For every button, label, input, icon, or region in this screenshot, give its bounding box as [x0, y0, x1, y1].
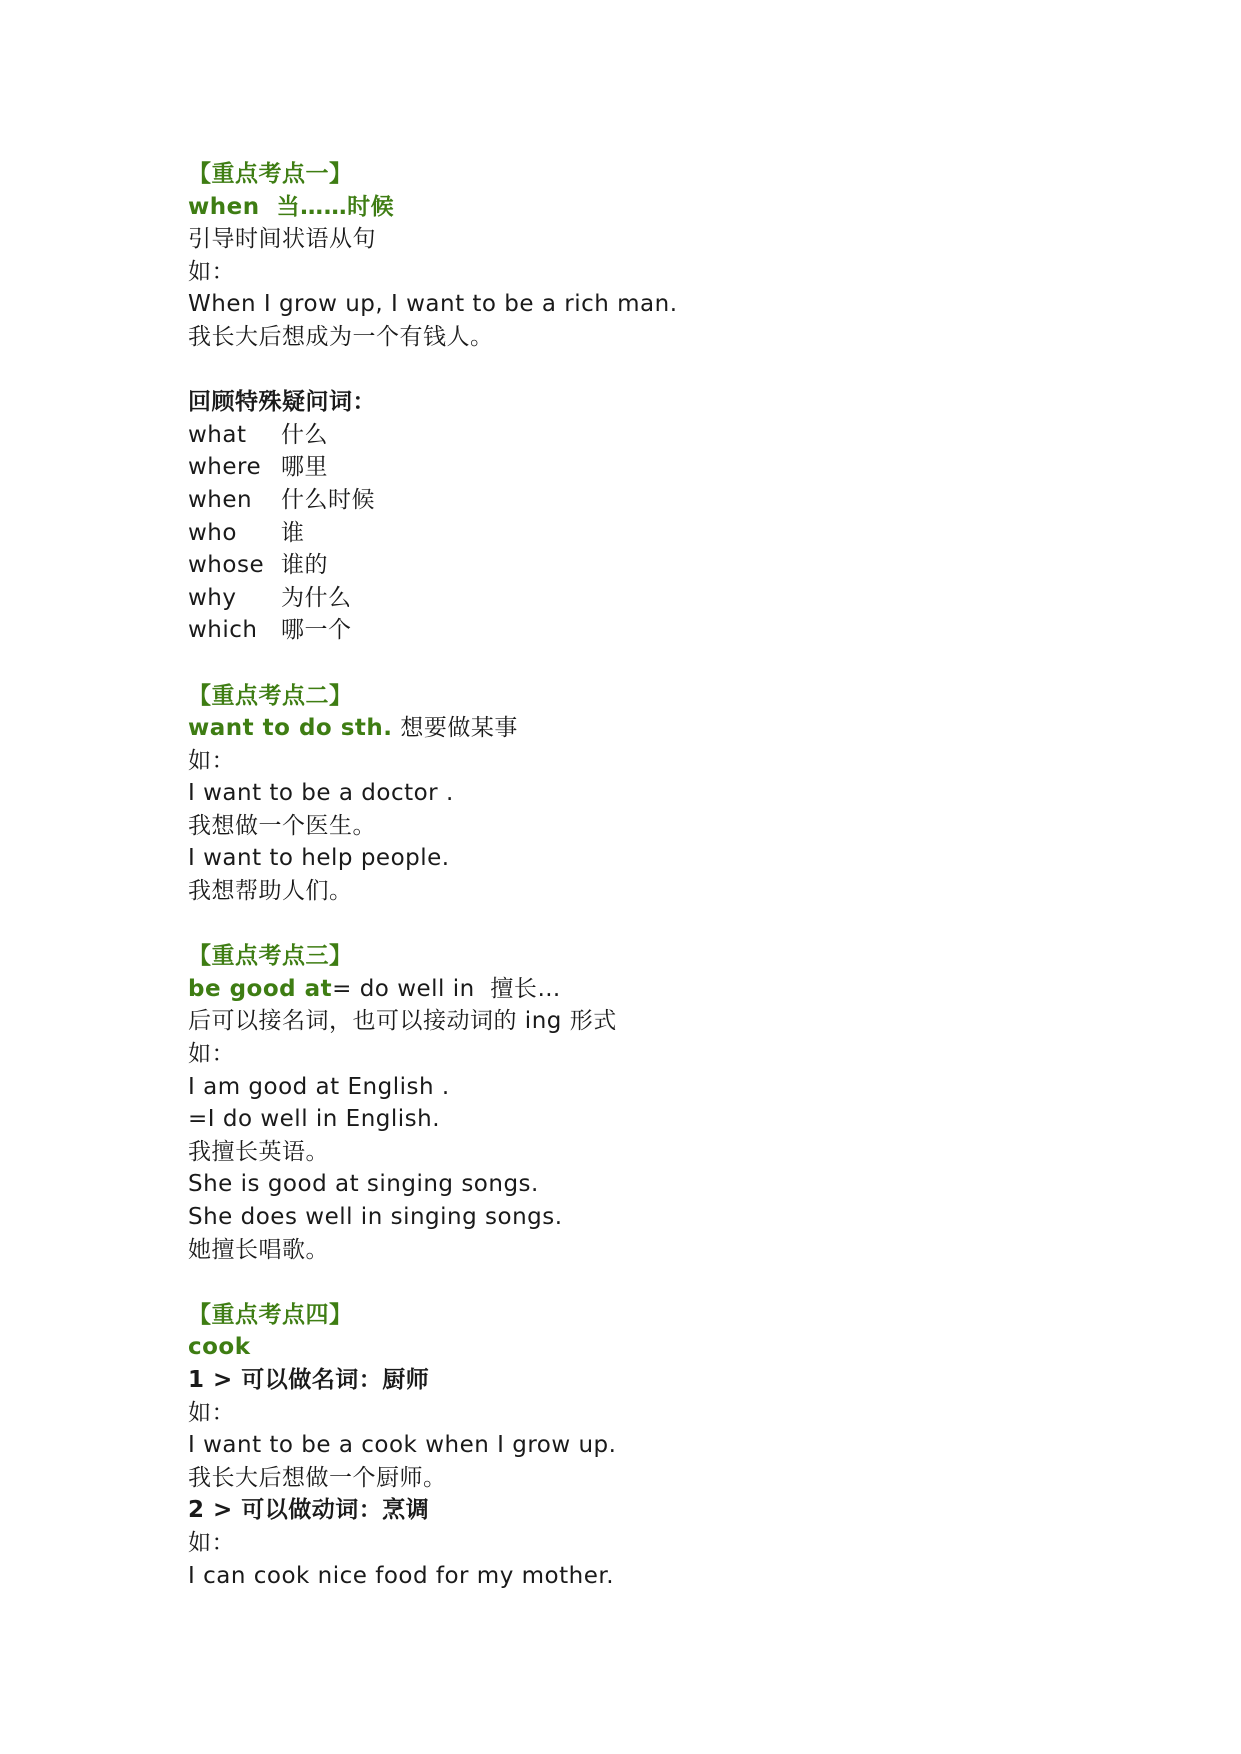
section-3-phrase: be good at — [188, 975, 333, 1002]
section-4-use1-cn: 我长大后想做一个厨师。 — [188, 1464, 447, 1491]
section-3-title — [188, 973, 1188, 1006]
review-word-en: where — [188, 454, 262, 481]
section-3-equiv: = do well in 擅长… — [332, 975, 561, 1002]
document-body — [188, 158, 1188, 1592]
review-word-row — [188, 517, 1188, 550]
section-1-title — [188, 191, 1188, 224]
section-1-example-en: When I grow up, I want to be a rich man. — [188, 291, 678, 318]
review-word-en: why — [188, 584, 237, 611]
review-word-row — [188, 419, 1188, 452]
section-4-example-label: 如： — [188, 1399, 235, 1426]
section-2-title — [188, 712, 1188, 745]
section-3-desc: 后可以接名词，也可以接动词的 ing 形式 — [188, 1008, 617, 1035]
section-1-meaning: 当……时候 — [276, 193, 395, 220]
section-2-heading: 【重点考点二】 — [188, 682, 353, 709]
review-word-en: whose — [188, 552, 265, 579]
review-word-cn: 为什么 — [281, 584, 352, 611]
review-word-row — [188, 582, 1188, 615]
review-word-en: who — [188, 519, 237, 546]
section-2-example-label: 如： — [188, 747, 235, 774]
section-3-ex1-eq: =I do well in English. — [188, 1106, 441, 1133]
section-2-ex2-en: I want to help people. — [188, 845, 450, 872]
section-2-ex1-cn: 我想做一个医生。 — [188, 812, 376, 839]
review-word-cn: 谁 — [281, 519, 305, 546]
review-word-en: when — [188, 486, 253, 513]
section-2-ex1-en: I want to be a doctor . — [188, 780, 454, 807]
section-4-use1-en: I want to be a cook when I grow up. — [188, 1432, 617, 1459]
section-3-ex1-en: I am good at English . — [188, 1073, 450, 1100]
section-1-word: when — [188, 193, 260, 220]
section-1-example-cn: 我长大后想成为一个有钱人。 — [188, 323, 494, 350]
section-4-word: cook — [188, 1334, 251, 1361]
section-3-ex1-cn: 我擅长英语。 — [188, 1138, 329, 1165]
review-word-row — [188, 549, 1188, 582]
review-heading: 回顾特殊疑问词： — [188, 389, 376, 416]
section-4-use2-en: I can cook nice food for my mother. — [188, 1562, 615, 1589]
review-word-en: which — [188, 617, 258, 644]
section-4-example-label: 如： — [188, 1529, 235, 1556]
section-4-use1: 1 > 可以做名词：厨师 — [188, 1366, 430, 1393]
review-word-cn: 谁的 — [281, 552, 328, 579]
section-1-heading: 【重点考点一】 — [188, 161, 353, 187]
section-3-ex2-cn: 她擅长唱歌。 — [188, 1236, 329, 1263]
review-word-cn: 哪里 — [281, 454, 328, 481]
review-word-cn: 什么时候 — [281, 486, 375, 513]
section-3-ex2-en: She is good at singing songs. — [188, 1171, 539, 1198]
section-3-example-label: 如： — [188, 1041, 235, 1068]
section-3-heading: 【重点考点三】 — [188, 943, 353, 970]
section-2-phrase: want to do sth. — [188, 715, 393, 742]
section-3-ex2-eq: She does well in singing songs. — [188, 1204, 563, 1230]
section-1-desc: 引导时间状语从句 — [188, 226, 376, 253]
section-1-example-label: 如： — [188, 258, 235, 285]
review-word-cn: 哪一个 — [281, 617, 352, 644]
review-word-row — [188, 614, 1188, 647]
review-word-row — [188, 484, 1188, 517]
section-2-ex2-cn: 我想帮助人们。 — [188, 878, 353, 905]
section-4-heading: 【重点考点四】 — [188, 1301, 353, 1328]
review-word-en: what — [188, 421, 247, 448]
review-word-row — [188, 451, 1188, 484]
review-word-cn: 什么 — [281, 421, 328, 448]
section-2-meaning: 想要做某事 — [400, 715, 518, 742]
section-4-use2: 2 > 可以做动词：烹调 — [188, 1497, 430, 1524]
